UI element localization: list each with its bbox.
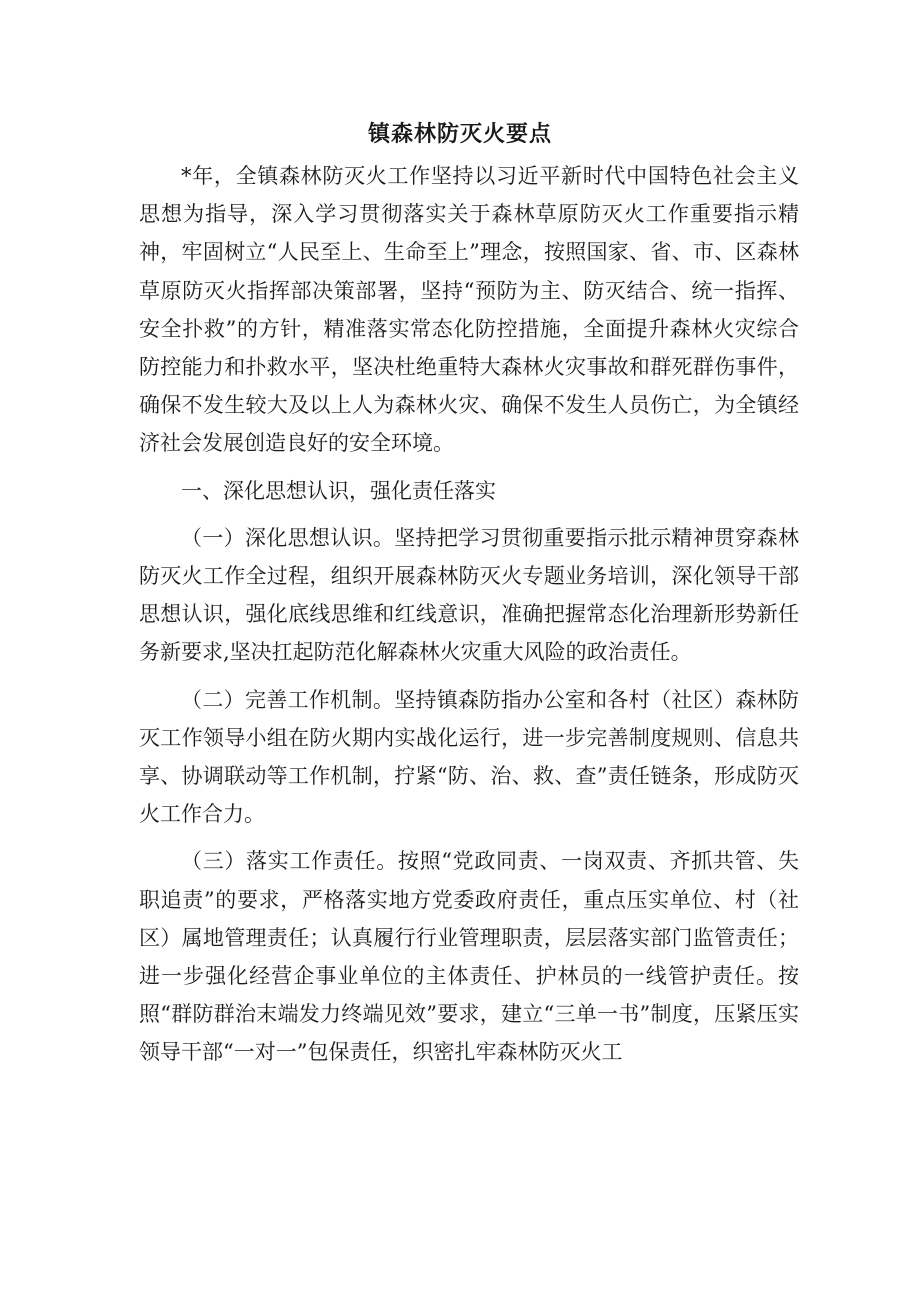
document-body [139, 157, 799, 1072]
document-title: 镇森林防灭火要点 [367, 121, 552, 147]
subsection-paragraph-3: （三）落实工作责任。按照“党政同责、一岗双责、齐抓共管、失职追责”的要求，严格落实地方党委政府责任，重点压实单位、村（社区）属地管理责任；认真履行行业管理职责，层层落实部门监管责任；进一步强化经营企事业单位的主体责任、护林员的一线管护责任。按照“群防群治末端发力终端见效”要求，建立“三单一书”制度，压紧压实领导干部“一对一”包保责任，织密扎牢森林防灭火工 [139, 849, 799, 1065]
subsection-paragraph-1: （一）深化思想认识。坚持把学习贯彻重要指示批示精神贯穿森林防灭火工作全过程，组织开展森林防灭火专题业务培训，深化领导干部思想认识，强化底线思维和红线意识，准确把握常态化治理新形势新任务新要求,坚决扛起防范化解森林火灾重大风险的政治责任。 [139, 525, 799, 665]
section-heading-1: 一、深化思想认识，强化责任落实 [181, 478, 496, 503]
subsection-paragraph-2: （二）完善工作机制。坚持镇森防指办公室和各村（社区）森林防灭工作领导小组在防火期内实战化运行，进一步完善制度规则、信息共享、协调联动等工作机制，拧紧“防、治、救、查”责任链条，形成防灭火工作合力。 [139, 687, 799, 827]
intro-paragraph: *年，全镇森林防灭火工作坚持以习近平新时代中国特色社会主义思想为指导，深入学习贯彻落实关于森林草原防灭火工作重要指示精神，牢固树立“人民至上、生命至上”理念，按照国家、省、市、区森林草原防灭火指挥部决策部署，坚持“预防为主、防灭结合、统一指挥、安全扑救”的方针，精准落实常态化防控措施，全面提升森林火灾综合防控能力和扑救水平，坚决杜绝重特大森林火灾事故和群死群伤事件，确保不发生较大及以上人为森林火灾、确保不发生人员伤亡，为全镇经济社会发展创造良好的安全环境。 [139, 164, 799, 456]
